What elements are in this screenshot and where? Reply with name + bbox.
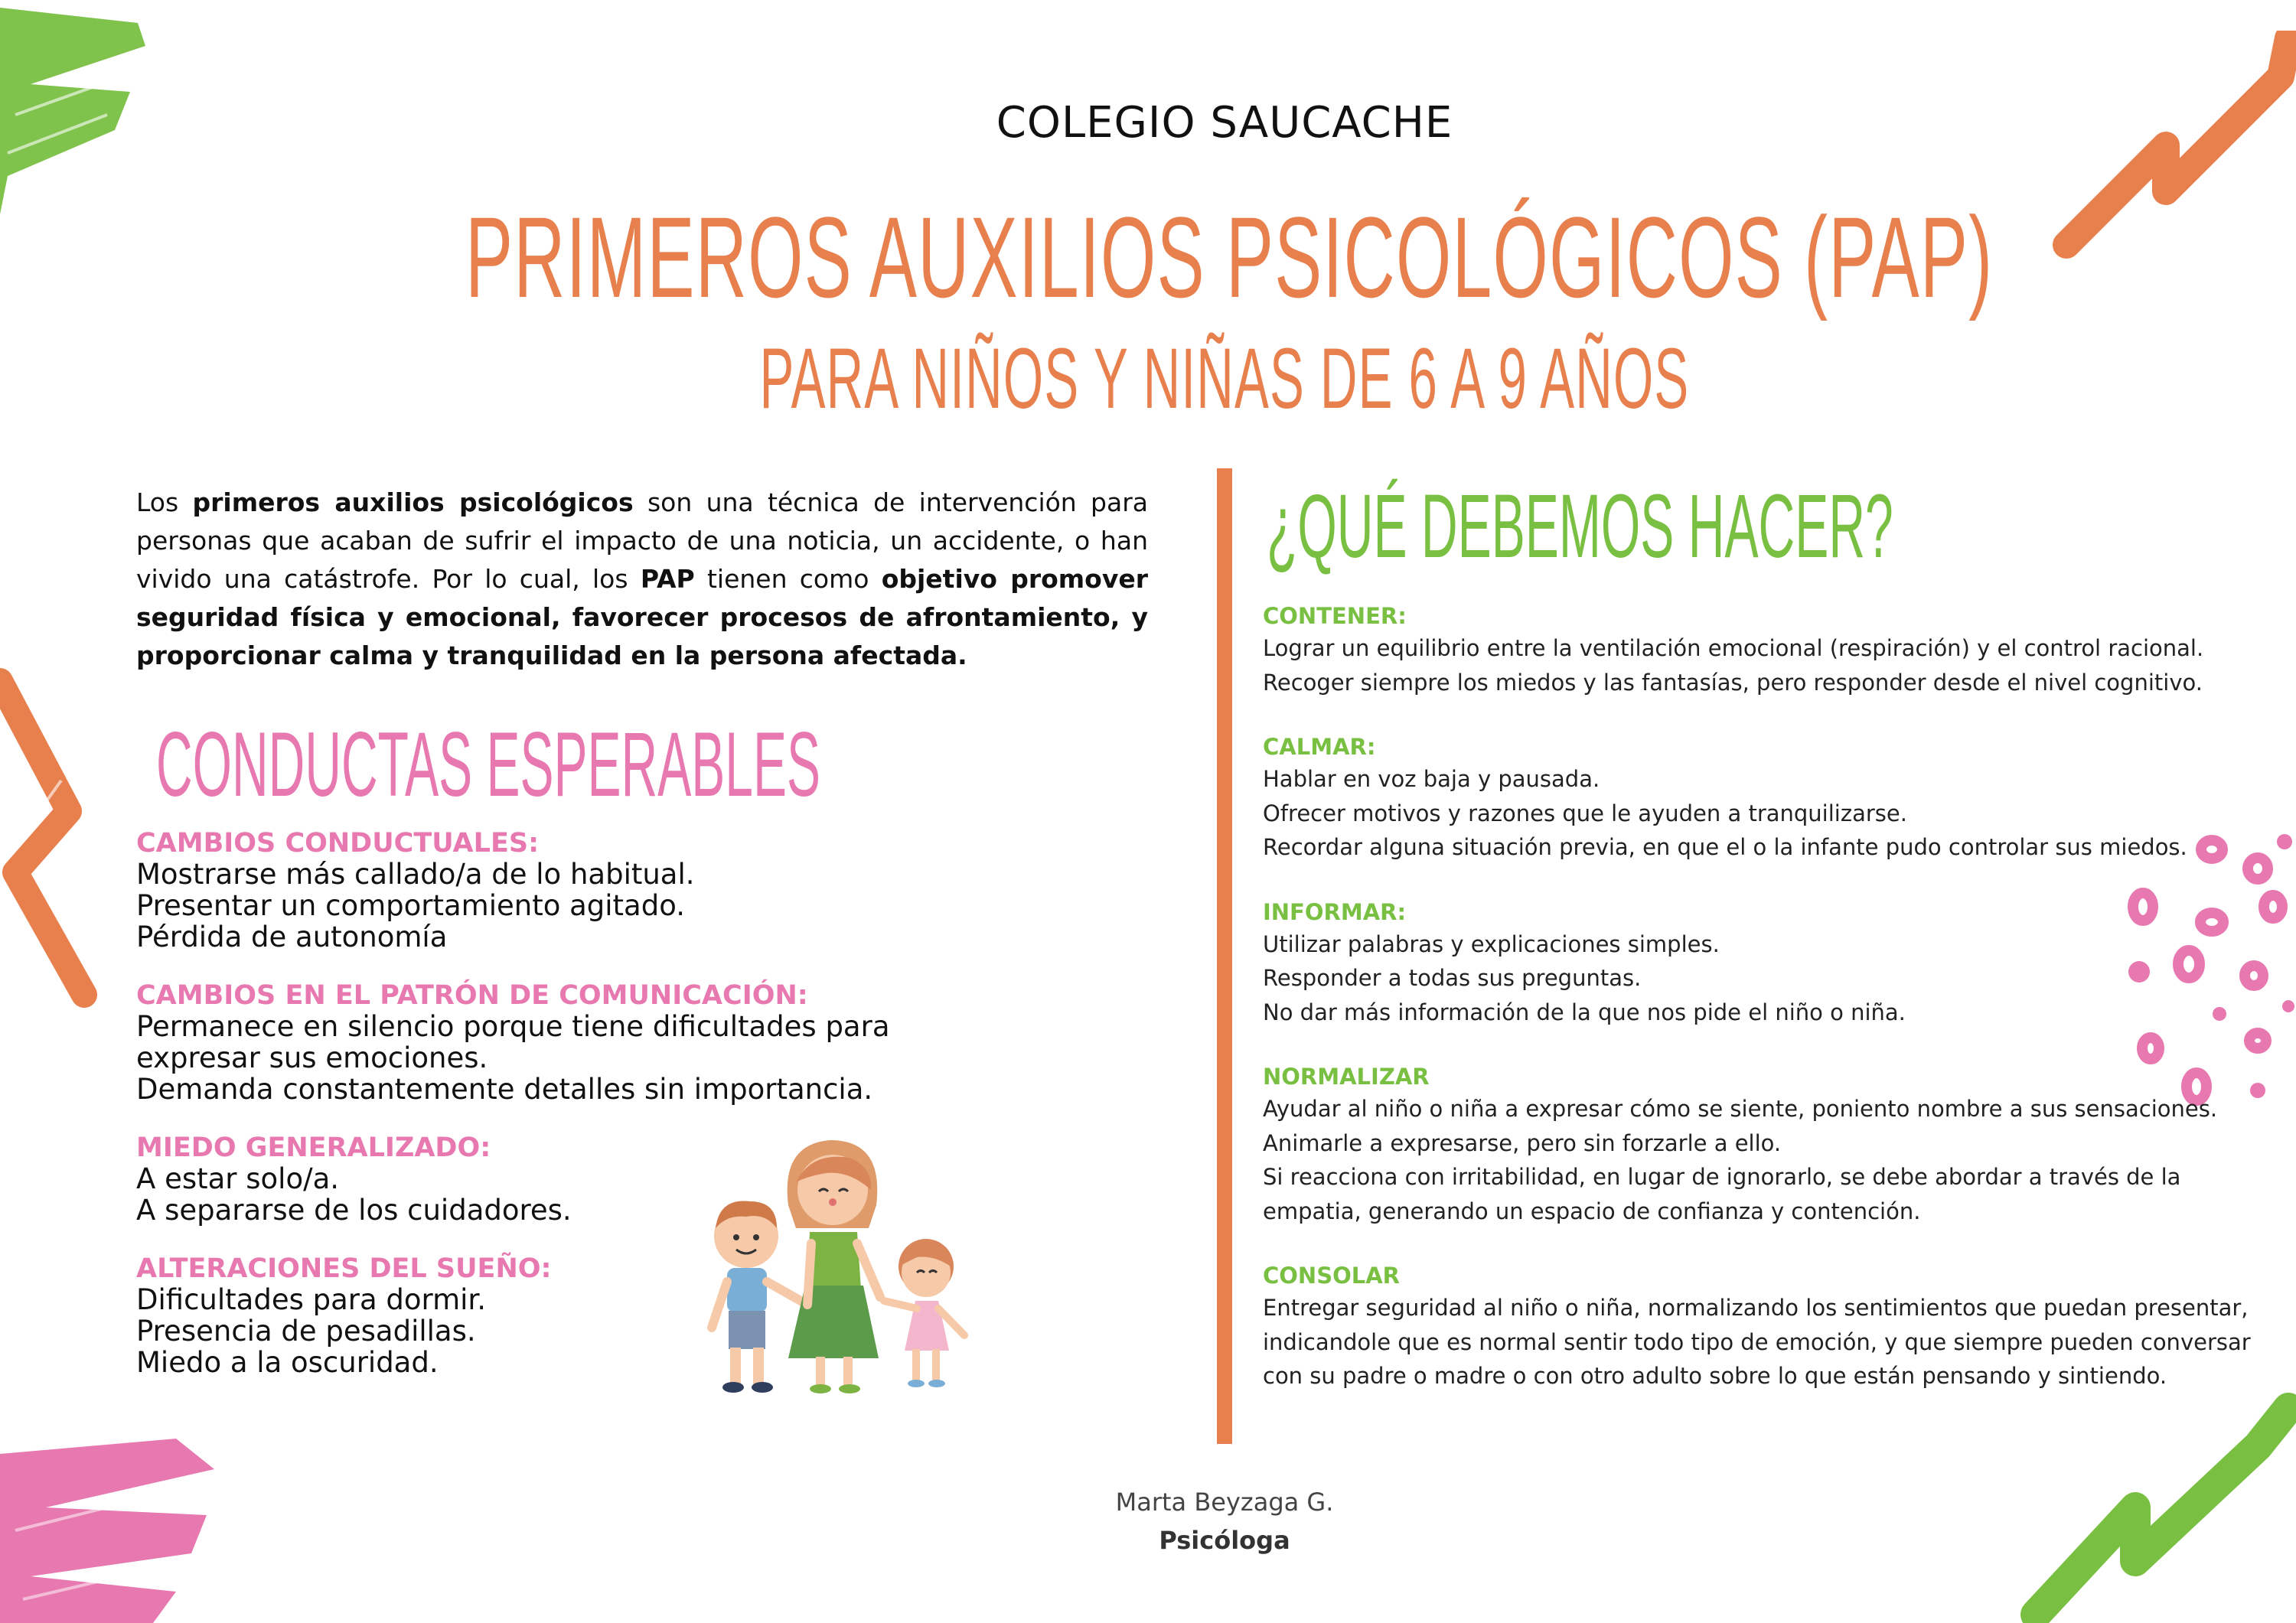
conducta-title: CAMBIOS CONDUCTUALES:: [136, 828, 540, 859]
conducta-title: CAMBIOS EN EL PATRÓN DE COMUNICACIÓN:: [136, 980, 808, 1011]
accion-title: INFORMAR:: [1263, 898, 1407, 925]
accion-title: CALMAR:: [1263, 734, 1376, 760]
orange-brush-left: [0, 658, 107, 1010]
acciones-list: [1263, 601, 2258, 1426]
pink-brush-bottom-left: [0, 1423, 230, 1623]
intro-bold-3: objetivo promover seguridad física y emocional, favorecer procesos de afrontamiento, y proporcionar calma y tranquilidad en la persona afectada.: [136, 564, 1148, 670]
conducta-line: Dificultades para dormir.: [136, 1283, 487, 1316]
conducta-group: [136, 828, 940, 953]
accion-line: Ofrecer motivos y razones que le ayuden a tranquilizarse.: [1263, 800, 1907, 826]
accion-group: [1263, 601, 2258, 699]
family-illustration: [673, 1129, 995, 1404]
intro-bold-1: primeros auxilios psicológicos: [192, 487, 634, 517]
conducta-title: ALTERACIONES DEL SUEÑO:: [136, 1253, 552, 1284]
conducta-line: A separarse de los cuidadores.: [136, 1194, 572, 1227]
author-role: Psicóloga: [1159, 1526, 1290, 1555]
conducta-line: Demanda constantemente detalles sin importancia.: [136, 1073, 873, 1106]
accion-line: Entregar seguridad al niño o niña, normalizando los sentimientos que puedan presentar,: [1263, 1295, 2249, 1321]
accion-line: Recordar alguna situación previa, en que el o la infante pudo controlar sus miedos.: [1263, 834, 2187, 860]
accion-title: CONTENER:: [1263, 603, 1407, 629]
page-subtitle: PARA NIÑOS Y NIÑAS DE 6 A 9 AÑOS: [759, 331, 1690, 426]
accion-line: Utilizar palabras y explicaciones simples.: [1263, 930, 1720, 957]
school-name: COLEGIO SAUCACHE: [996, 98, 1453, 148]
accion-line: empatia, generando un espacio de confianza y contención.: [1263, 1198, 1921, 1224]
accion-line: Animarle a expresarse, pero sin forzarle a ello.: [1263, 1129, 1782, 1156]
accion-line: Ayudar al niño o niña a expresar cómo se siente, poniento nombre a sus sensaciones.: [1263, 1096, 2218, 1122]
mother-figure: [788, 1140, 880, 1393]
conducta-line: A estar solo/a.: [136, 1162, 339, 1195]
conducta-group: [136, 980, 940, 1105]
conducta-line: Presentar un comportamiento agitado.: [136, 889, 685, 922]
acciones-heading: ¿QUÉ DEBEMOS HACER?: [1267, 476, 1893, 577]
conducta-line: Mostrarse más callado/a de lo habitual.: [136, 858, 695, 891]
accion-line: Lograr un equilibrio entre la ventilación emocional (respiración) y el control racional.: [1263, 635, 2204, 661]
accion-line: indicandole que es normal sentir todo tipo de emoción, y que siempre pueden conversar: [1263, 1328, 2251, 1355]
accion-title: NORMALIZAR: [1263, 1064, 1430, 1090]
intro-bold-2: PAP: [640, 564, 695, 594]
vertical-divider: [1217, 468, 1232, 1444]
intro-text-1: Los: [136, 487, 193, 517]
accion-group: [1263, 1061, 2258, 1228]
accion-group: [1263, 1260, 2258, 1393]
intro-text-2: son una técnica de intervención para personas que acaban de sufrir el impacto de una noticia, un accidente, o han vivido una catástrofe. Por lo cual, los: [136, 487, 1149, 594]
accion-line: Hablar en voz baja y pausada.: [1263, 766, 1600, 792]
conducta-line: Miedo a la oscuridad.: [136, 1346, 439, 1379]
conducta-line: expresar sus emociones.: [136, 1041, 488, 1074]
accion-group: [1263, 732, 2258, 865]
accion-line: con su padre o madre o con otro adulto sobre lo que están pensando y sintiendo.: [1263, 1363, 2167, 1389]
intro-text-3: tienen como: [694, 564, 882, 594]
intro-paragraph: [136, 484, 1148, 675]
page-title: PRIMEROS AUXILIOS PSICOLÓGICOS (PAP): [465, 193, 1994, 321]
author-name: Marta Beyzaga G.: [1115, 1488, 1334, 1517]
conducta-line: Pérdida de autonomía: [136, 921, 448, 953]
accion-group: [1263, 897, 2258, 1030]
boy-figure: [712, 1201, 807, 1393]
accion-line: No dar más información de la que nos pide el niño o niña.: [1263, 999, 1906, 1025]
green-brush-bottom-right: [2005, 1393, 2296, 1623]
accion-line: Recoger siempre los miedos y las fantasías, pero responder desde el nivel cognitivo.: [1263, 669, 2203, 696]
accion-line: Responder a todas sus preguntas.: [1263, 965, 1642, 991]
conducta-title: MIEDO GENERALIZADO:: [136, 1133, 491, 1163]
conducta-line: Permanece en silencio porque tiene dificultades para: [136, 1010, 890, 1043]
conductas-heading: CONDUCTAS ESPERABLES: [156, 713, 820, 816]
conducta-line: Presencia de pesadillas.: [136, 1315, 476, 1348]
accion-line: Si reacciona con irritabilidad, en lugar de ignorarlo, se debe abordar a través de la: [1263, 1164, 2181, 1190]
girl-figure: [884, 1239, 964, 1387]
accion-title: CONSOLAR: [1263, 1263, 1400, 1289]
